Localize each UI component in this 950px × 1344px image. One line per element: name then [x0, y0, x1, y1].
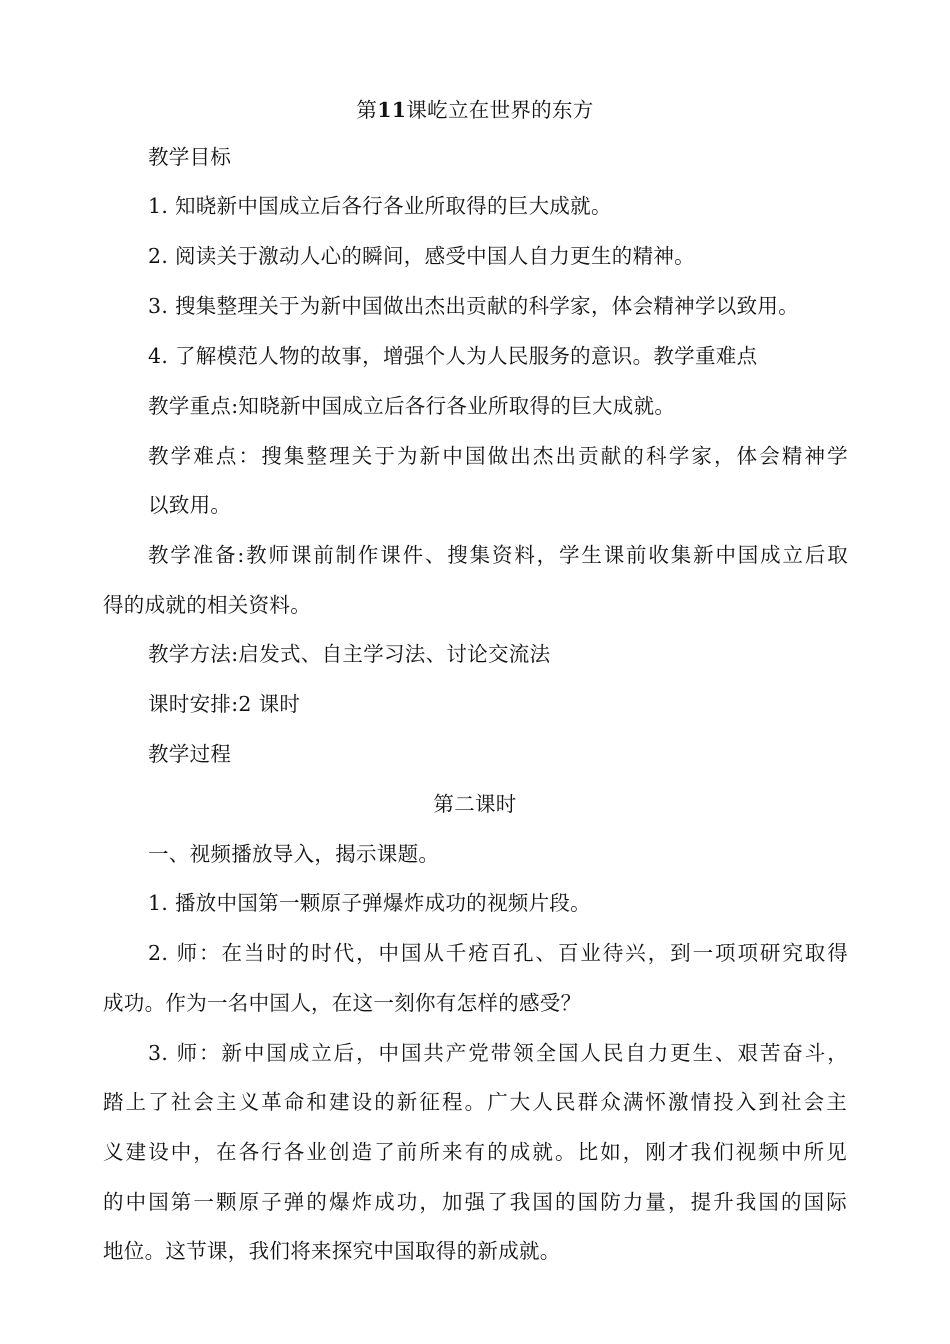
preparation-line-2: 得的成就的相关资料。 [103, 593, 311, 617]
difficult-point-line-1: 教学难点：搜集整理关于为新中国做出杰出贡献的科学家，体会精神学 [148, 444, 848, 468]
difficult-point-line-2: 以致用。 [148, 493, 232, 517]
objective-item-4: 4. 了解模范人物的故事，增强个人为人民服务的意识。教学重难点 [148, 344, 758, 368]
preparation-line-1: 教学准备:教师课前制作课件、搜集资料，学生课前收集新中国成立后取 [148, 543, 848, 567]
step-3-line-5: 地位。这节课，我们将来探究中国取得的新成就。 [103, 1239, 561, 1263]
objective-item-2: 2. 阅读关于激动人心的瞬间，感受中国人自力更生的精神。 [148, 244, 695, 268]
section-second-period: 第二课时 [433, 792, 517, 816]
step-2-line-2: 成功。作为一名中国人，在这一刻你有怎样的感受？ [103, 991, 582, 1015]
lesson-title [0, 96, 950, 124]
class-schedule: 课时安排:2 课时 [148, 692, 301, 716]
objective-item-3: 3. 搜集整理关于为新中国做出杰出贡献的科学家，体会精神学以致用。 [148, 294, 799, 318]
part-one-heading: 一、视频播放导入，揭示课题。 [148, 842, 440, 866]
heading-teaching-objectives: 教学目标 [148, 145, 232, 169]
step-3-line-3: 义建设中，在各行各业创造了前所来有的成就。比如，刚才我们视频中所见 [103, 1140, 847, 1164]
step-3-line-2: 踏上了社会主义革命和建设的新征程。广大人民群众满怀激情投入到社会主 [103, 1090, 847, 1114]
step-1: 1. 播放中国第一颗原子弹爆炸成功的视频片段。 [148, 891, 591, 915]
lesson-title-prefix: 第 [356, 98, 378, 122]
key-point: 教学重点:知晓新中国成立后各行各业所取得的巨大成就。 [148, 394, 676, 418]
heading-teaching-process: 教学过程 [148, 742, 232, 766]
step-3-line-1: 3. 师：新中国成立后，中国共产党带领全国人民自力更生、艰苦奋斗， [148, 1041, 848, 1065]
step-3-line-4: 的中国第一颗原子弹的爆炸成功，加强了我国的国防力量，提升我国的国际 [103, 1190, 847, 1214]
lesson-title-number: 11 [377, 98, 407, 122]
step-2-line-1: 2. 师：在当时的时代，中国从千疮百孔、百业待兴，到一项项研究取得 [148, 941, 848, 965]
teaching-methods: 教学方法:启发式、自主学习法、讨论交流法 [148, 642, 551, 666]
lesson-title-suffix: 课屹立在世界的东方 [406, 98, 594, 122]
objective-item-1: 1. 知晓新中国成立后各行各业所取得的巨大成就。 [148, 194, 612, 218]
